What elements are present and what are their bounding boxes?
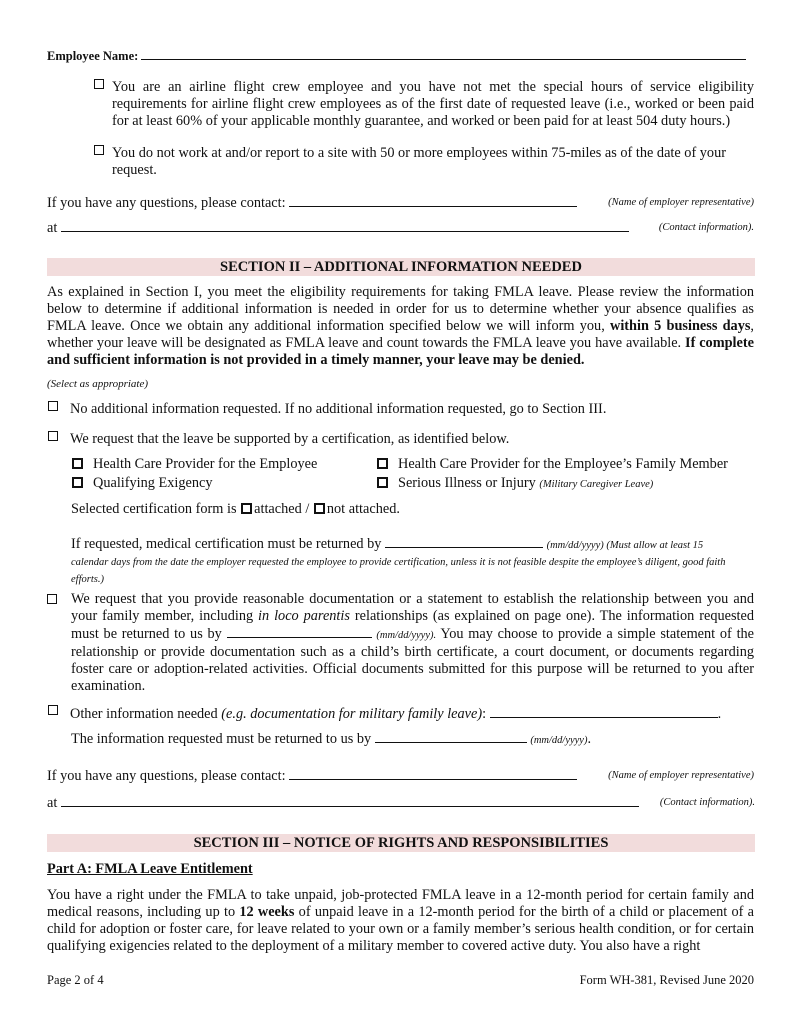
attached-checkbox[interactable]	[241, 503, 252, 514]
intro-bold: within 5 business days	[610, 318, 751, 334]
cert-option-label: Health Care Provider for the Employee’s Family Member	[398, 456, 728, 472]
other-note: (e.g. documentation for military family leave)	[221, 706, 483, 722]
option-certification	[70, 431, 754, 448]
contact-at-row-2	[47, 794, 755, 812]
checkbox-item-site	[112, 145, 737, 179]
checkbox[interactable]	[72, 458, 83, 469]
cert-option-label: Serious Illness or Injury	[398, 475, 536, 491]
contact-info-field[interactable]	[61, 794, 639, 807]
checkbox[interactable]	[47, 594, 57, 604]
option-other-info: Other information needed (e.g. documentation for military family leave): .	[70, 705, 754, 723]
cert-option-serious-illness	[377, 475, 757, 493]
selected-form-row	[71, 501, 778, 518]
contact-label: If you have any questions, please contact:	[47, 768, 286, 784]
cert-option-family	[377, 456, 757, 473]
doc-text: relationships (as explained on page one). The information requested must be returned to us by	[71, 608, 755, 642]
section-2-header: SECTION II – ADDITIONAL INFORMATION NEEDED	[47, 258, 755, 276]
intro-text: As explained in Section I, you meet the eligibility requirements for taking FMLA leave. Please review the information below to determine if additional information is needed in order for us to determine whether your absence qualifies as FMLA leave. Once we obtain any additional information specified below we will inform you,	[47, 284, 754, 334]
returned-by-row	[71, 535, 731, 587]
returned-by-label: If requested, medical certification must be returned by	[71, 536, 382, 552]
attached-label: attached /	[254, 501, 310, 517]
doc-date-hint: (mm/dd/yyyy).	[376, 630, 437, 641]
checkbox[interactable]	[377, 477, 388, 488]
representative-field[interactable]	[289, 194, 577, 207]
option-relationship-doc	[71, 591, 754, 695]
checkbox[interactable]	[94, 79, 104, 89]
other-returned-label: The information requested must be returned to us by	[71, 731, 372, 747]
page-number: Page 2 of 4	[47, 973, 104, 987]
not-attached-checkbox[interactable]	[314, 503, 325, 514]
info-hint: (Contact information).	[658, 222, 754, 233]
selected-form-label: Selected certification form is	[71, 501, 237, 517]
representative-field[interactable]	[289, 767, 577, 780]
employee-name-label: Employee Name:	[47, 49, 139, 63]
cert-option-note: (Military Caregiver Leave)	[539, 479, 654, 490]
doc-italic: in loco parentis	[258, 608, 350, 624]
part-a-text	[47, 887, 754, 955]
cert-option-label: Health Care Provider for the Employee	[93, 456, 318, 472]
other-date-hint: (mm/dd/yyyy)	[530, 735, 588, 746]
contact-at-row	[47, 219, 754, 237]
part-a-text-1: You have a right under the FMLA to take unpaid, job-protected FMLA leave in a 12-month period for certain family and medical reasons, including up to	[47, 887, 754, 920]
checkbox[interactable]	[377, 458, 388, 469]
doc-date-field[interactable]	[227, 625, 372, 638]
form-id: Form WH-381, Revised June 2020	[579, 973, 754, 987]
checkbox[interactable]	[72, 477, 83, 488]
at-label: at	[47, 795, 58, 811]
section-3-header: SECTION III – NOTICE OF RIGHTS AND RESPONSIBILITIES	[47, 834, 755, 852]
contact-info-field[interactable]	[61, 219, 629, 232]
contact-label: If you have any questions, please contact:	[47, 195, 286, 211]
employee-name-row	[47, 47, 754, 65]
checkbox[interactable]	[48, 401, 58, 411]
contact-row-2	[47, 767, 754, 785]
employee-name-field[interactable]	[141, 47, 746, 60]
rep-hint: (Name of employer representative)	[608, 770, 754, 781]
contact-row	[47, 194, 754, 212]
rep-hint: (Name of employer representative)	[608, 197, 754, 208]
other-returned-row: The information requested must be returned to us by (mm/dd/yyyy).	[71, 731, 592, 747]
checkbox[interactable]	[94, 145, 104, 155]
cert-option-label: Qualifying Exigency	[93, 475, 213, 491]
doc-text: We request that you provide reasonable documentation or a statement to establish the relationship between you and your family member, including	[71, 591, 754, 624]
not-attached-label: not attached.	[326, 501, 400, 517]
intro-text: , whether your leave will be designated as FMLA leave and count towards the FMLA leave you have available.	[47, 318, 754, 351]
checkbox[interactable]	[48, 705, 58, 715]
part-a-heading: Part A: FMLA Leave Entitlement	[47, 861, 253, 877]
other-label: Other information needed	[70, 706, 218, 722]
item-text: You do not work at and/or report to a site with 50 or more employees within 75-miles as of the date of your request.	[112, 145, 726, 178]
option-no-info	[70, 401, 754, 418]
doc-text: You may choose to provide a simple statement of the relationship or provide documentation such as a child’s birth certificate, a court document, or documents regarding foster care or adoption-related activities. Official documents submitted for this purpose will be returned to you after examination.	[71, 626, 755, 694]
other-info-field[interactable]	[490, 705, 718, 718]
option-text: No additional information requested. If no additional information requested, go to Section III.	[70, 401, 607, 417]
checkbox[interactable]	[48, 431, 58, 441]
part-a-text-2: of unpaid leave in a 12-month period for the birth of a child or placement of a child for adoption or foster care, for leave related to your own or a family member’s serious health condition, or for certain qualifying exigencies related to the deployment of a military member to covered active duty. You also have a right	[47, 904, 755, 954]
select-note: (Select as appropriate)	[47, 378, 149, 390]
info-hint: (Contact information).	[659, 797, 755, 808]
footer	[47, 972, 754, 989]
part-a-bold: 12 weeks	[239, 904, 295, 920]
at-label: at	[47, 220, 58, 236]
returned-note: (mm/dd/yyyy) (Must allow at least 15 calendar days from the date the employer requested the employee to provide certification, unless it is not feasible despite the employee’s diligent, good faith efforts.)	[71, 540, 726, 585]
option-text: We request that the leave be supported by a certification, as identified below.	[70, 431, 510, 447]
item-text: You are an airline flight crew employee and you have not met the special hours of service eligibility requirements for airline flight crew employees as of the first date of requested leave (i.e., worked or been paid for at least 60% of your applicable monthly guarantee, and worked or been paid for at least 504 duty hours.)	[112, 79, 754, 129]
section-2-intro	[47, 284, 754, 369]
checkbox-item-airline	[112, 79, 754, 130]
other-date-field[interactable]	[375, 730, 527, 743]
intro-warning: If complete and sufficient information is not provided in a timely manner, your leave may be denied.	[47, 335, 754, 368]
return-date-field[interactable]	[385, 535, 543, 548]
